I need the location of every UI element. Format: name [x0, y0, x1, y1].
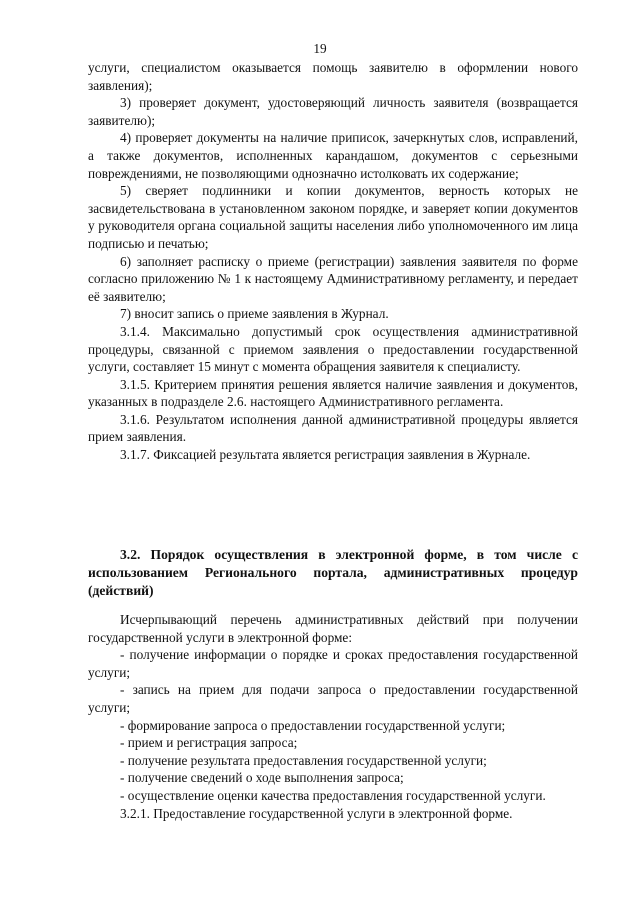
paragraph-3-1-6: 3.1.6. Результатом исполнения данной административной процедуры является прием заявления. — [88, 411, 578, 445]
document-body — [88, 59, 578, 464]
list-item: - получение сведений о ходе выполнения запроса; — [120, 770, 404, 786]
paragraph-item-7: 7) вносит запись о приеме заявления в Журнал. — [120, 306, 389, 322]
section-heading: 3.2. Порядок осуществления в электронной форме, в том числе с использованием Регионального портала, административных процедур (действий) — [88, 547, 578, 598]
list-intro: Исчерпывающий перечень административных действий при получении государственной услуги в электронной форме: — [88, 612, 578, 645]
paragraph-3-1-7: 3.1.7. Фиксацией результата является регистрация заявления в Журнале. — [120, 447, 531, 463]
page-number: 19 — [313, 41, 327, 56]
paragraph-item-3: 3) проверяет документ, удостоверяющий личность заявителя (возвращается заявителю); — [88, 95, 578, 128]
list-item: - формирование запроса о предоставлении государственной услуги; — [120, 717, 506, 733]
paragraph-3-2-1: 3.2.1. Предоставление государственной услуги в электронной форме. — [120, 805, 513, 821]
list-item: - получение информации о порядке и сроках предоставления государственной услуги; — [88, 647, 578, 680]
paragraph-item-6: 6) заполняет расписку о приеме (регистрации) заявления заявителя по форме согласно приложению № 1 к настоящему Административному регламенту, и передает её заявителю; — [88, 253, 578, 304]
list-item: - осуществление оценки качества предоставления государственной услуги. — [120, 787, 546, 803]
paragraph-3-1-5: 3.1.5. Критерием принятия решения является наличие заявления и документов, указанных в подразделе 2.6. настоящего Административного регламента. — [88, 376, 578, 410]
paragraph-item-4: 4) проверяет документы на наличие приписок, зачеркнутых слов, исправлений, а также документов, исполненных карандашом, документов с серьезными повреждениями, не позволяющими однозначно истолковать их содержание; — [88, 130, 578, 181]
list-item: - запись на прием для подачи запроса о предоставлении государственной услуги; — [88, 682, 578, 715]
paragraph-item-5: 5) сверяет подлинники и копии документов, верность которых не засвидетельствована в установленном законом порядке, и заверяет копии документов у руководителя органа социальной защиты населения либо уполномоченного им лица подписью и печатью; — [88, 183, 578, 251]
actions-list — [88, 611, 578, 822]
paragraph-continuation: услуги, специалистом оказывается помощь заявителю в оформлении нового заявления); — [88, 60, 578, 93]
list-item: - получение результата предоставления государственной услуги; — [120, 752, 487, 768]
paragraph-3-1-4: 3.1.4. Максимально допустимый срок осуществления административной процедуры, связанной с приемом заявления о предоставлении государственной услуги, составляет 15 минут с момента обращения заявителя к специалисту. — [88, 323, 578, 375]
list-item: - прием и регистрация запроса; — [120, 735, 298, 751]
